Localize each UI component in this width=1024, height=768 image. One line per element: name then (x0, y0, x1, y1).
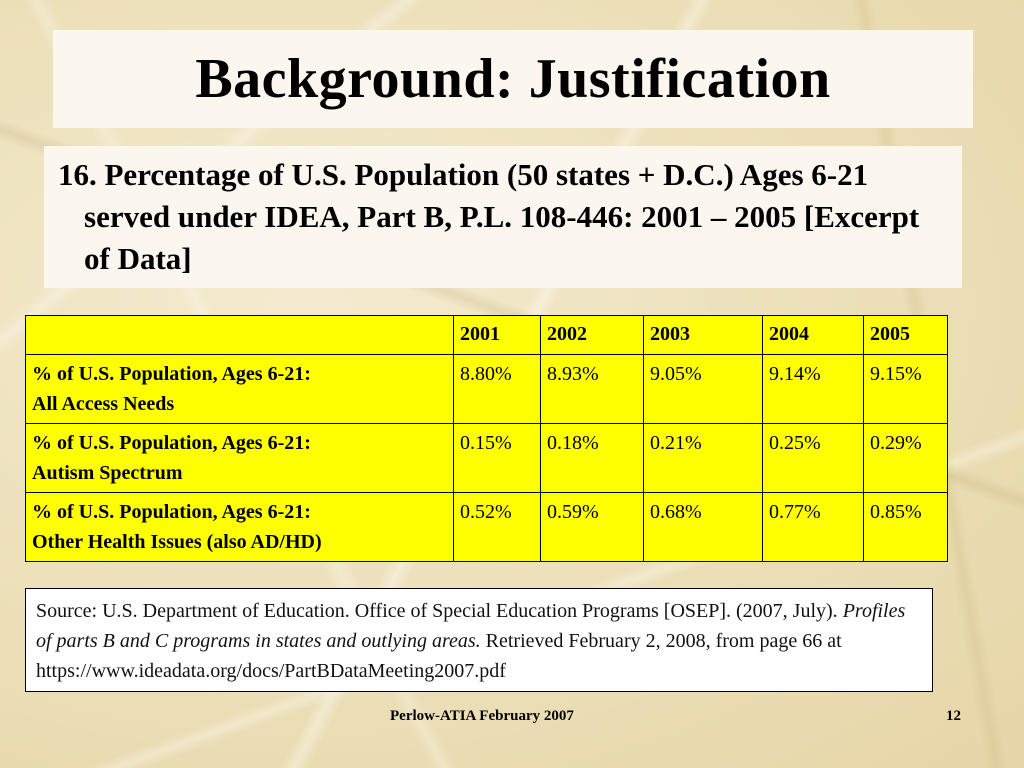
footer-text: Perlow-ATIA February 2007 (390, 708, 574, 724)
table-cell: 0.15% (454, 424, 541, 493)
header-cell-2005: 2005 (864, 316, 948, 355)
page-number: 12 (946, 708, 961, 724)
row-label (26, 424, 454, 493)
row-label-line1: % of U.S. Population, Ages 6-21: (32, 501, 311, 523)
source-suffix: Retrieved February 2, 2008, from page 66 at https://www.ideadata.org/docs/PartBDataMeeting2007.pdf (36, 630, 842, 682)
row-label-line2: Other Health Issues (also AD/HD) (32, 531, 322, 553)
row-label-line1: % of U.S. Population, Ages 6-21: (32, 363, 311, 385)
source-prefix: Source: U.S. Department of Education. Office of Special Education Programs [OSEP]. (2007, July). (36, 600, 843, 622)
table-cell: 8.80% (454, 355, 541, 424)
table-cell: 0.85% (864, 493, 948, 562)
table-cell: 0.68% (644, 493, 763, 562)
table-cell: 8.93% (541, 355, 644, 424)
row-label (26, 355, 454, 424)
header-cell-2002: 2002 (541, 316, 644, 355)
table-cell: 9.05% (644, 355, 763, 424)
table-cell: 0.18% (541, 424, 644, 493)
header-cell-2004: 2004 (763, 316, 864, 355)
header-cell-empty (26, 316, 454, 355)
table-cell: 0.21% (644, 424, 763, 493)
table-cell: 0.77% (763, 493, 864, 562)
header-cell-2003: 2003 (644, 316, 763, 355)
table-row (26, 424, 948, 493)
table-cell: 0.29% (864, 424, 948, 493)
slide-subtitle: 16. Percentage of U.S. Population (50 states + D.C.) Ages 6-21 served under IDEA, Part B, P.L. 108-446: 2001 – 2005 [Excerpt of Data] (58, 157, 920, 276)
row-label (26, 493, 454, 562)
subtitle-panel (44, 146, 962, 288)
header-cell-2001: 2001 (454, 316, 541, 355)
data-table (25, 315, 948, 562)
table-cell: 9.14% (763, 355, 864, 424)
slide-title: Background: Justification (195, 48, 831, 110)
source-citation (25, 588, 933, 692)
row-label-line1: % of U.S. Population, Ages 6-21: (32, 432, 311, 454)
table-cell: 0.59% (541, 493, 644, 562)
title-panel (53, 30, 973, 128)
table-cell: 0.52% (454, 493, 541, 562)
table-row (26, 493, 948, 562)
table-cell: 0.25% (763, 424, 864, 493)
source-title: Profiles of parts B and C programs in states and outlying areas. (36, 600, 906, 652)
row-label-line2: All Access Needs (32, 393, 175, 415)
table-row (26, 355, 948, 424)
row-label-line2: Autism Spectrum (32, 462, 183, 484)
table-header-row (26, 316, 948, 355)
table-cell: 9.15% (864, 355, 948, 424)
